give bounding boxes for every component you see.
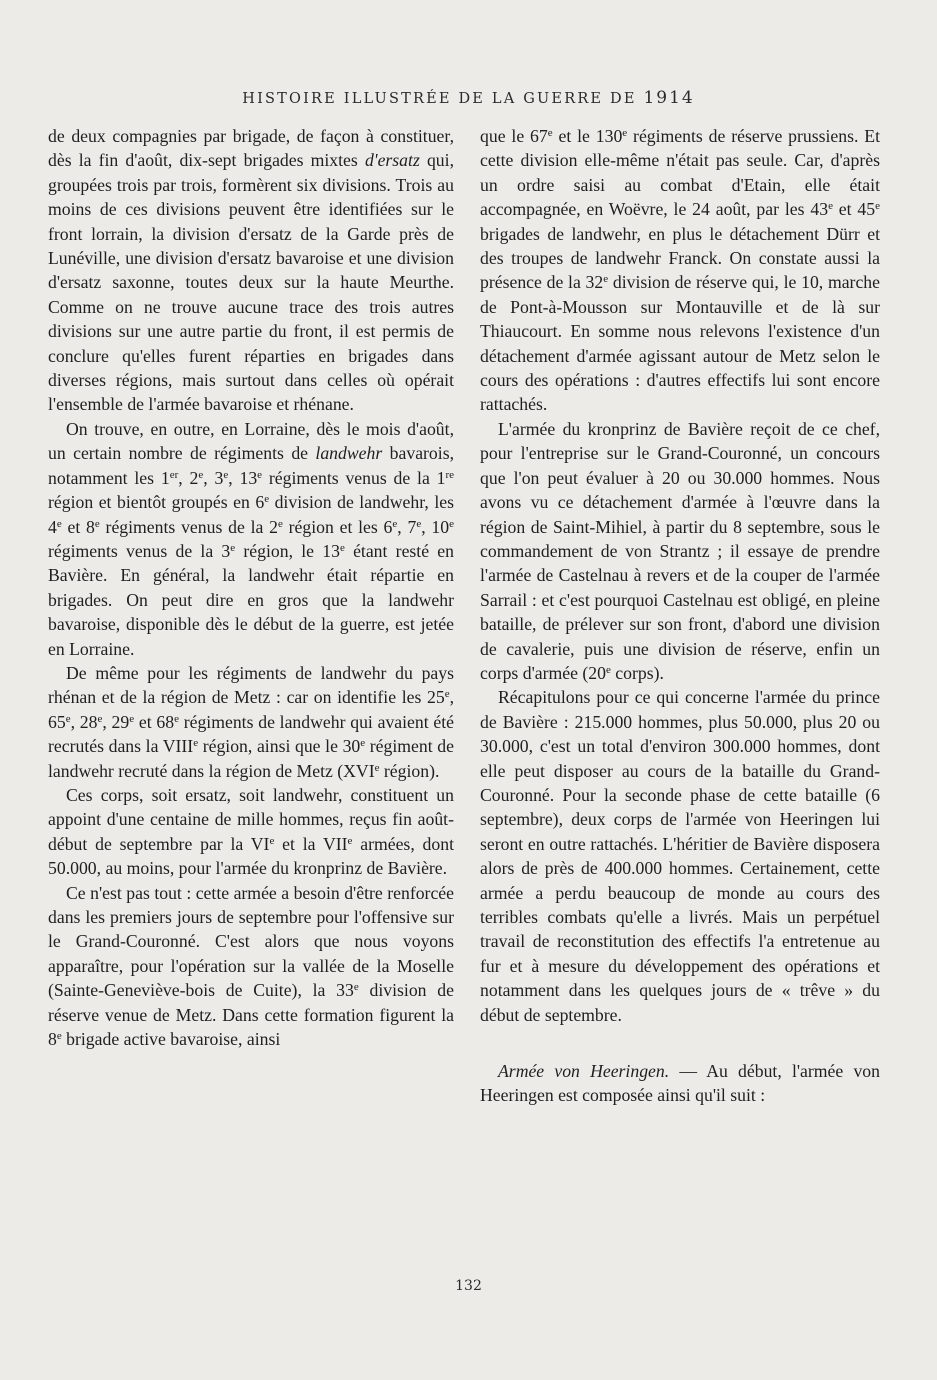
paragraph: de deux compagnies par brigade, de façon à constituer, dès la fin d'août, dix-sept brigades mixtes d'ersatz qui, groupées trois par trois, formèrent six divisions. Trois au moins de ces divisions peuvent être identifiées sur le front lorrain, la division d'ersatz de la Garde près de Lunéville, une division d'ersatz bavaroise et une division d'ersatz saxonne, toutes deux sur la haute Meurthe. Comme on ne trouve aucune trace des trois autres divisions sur une autre partie du front, il est permis de conclure qu'elles furent réparties en brigades dans diverses régions, mais surtout dans celles où opérait l'ensemble de l'armée bavaroise et rhénane. [48,126,454,415]
running-title: HISTOIRE ILLUSTRÉE DE LA GUERRE DE [242,91,637,107]
section-paragraph: Armée von Heeringen. — Au début, l'armée von Heeringen est composée ainsi qu'il suit : [480,1061,880,1106]
paragraph: De même pour les régiments de landwehr du pays rhénan et de la région de Metz : car on identifie les 25e, 65e, 28e, 29e et 68e régiments de landwehr qui avaient été recrutés dans la VIIIe région, ainsi que le 30e régiment de landwehr recruté dans la région de Metz (XVIe région). [48,662,455,781]
section-heading: Armée von Heeringen. [498,1061,670,1082]
paragraph: L'armée du kronprinz de Bavière reçoit de ce chef, pour l'entreprise sur le Grand-Couronné, un concours que l'on peut évaluer à 20 ou 30.000 hommes. Nous avons vu ce détachement d'armée à l'œuvre dans la région de Saint-Mihiel, à partir du 8 septembre, sous le commandement de von Strantz ; il essaye de prendre l'armée de Castelnau à revers et de la couper de l'armée Sarrail : et c'est pourquoi Castelnau est obligé, en pleine bataille, de prélever sur son front, d'abord une division de cavalerie, puis une division de réserve, enfin un corps d'armée (20e corps). [480,418,880,683]
paragraph: On trouve, en outre, en Lorraine, dès le mois d'août, un certain nombre de régiments de landwehr bavarois, notamment les 1er, 2e, 3e, 13e régiments venus de la 1re région et bientôt groupés en 6e division de landwehr, les 4e et 8e régiments venus de la 2e région et les 6e, 7e, 10e régiments venus de la 3e région, le 13e étant resté en Bavière. En général, la landwehr était répartie en brigades. On peut dire en gros que la landwehr bavaroise, disponible dès le début de la guerre, est jetée en Lorraine. [48,418,455,659]
paragraph: Récapitulons pour ce qui concerne l'armée du prince de Bavière : 215.000 hommes, plus 50.000, plus 20 ou 30.000, c'est un total d'environ 300.000 hommes, dont elle peut disposer au cours de la bataille du Grand-Couronné. Pour la seconde phase de cette bataille (6 septembre), deux corps de l'armée von Heeringen lui seront en outre rattachés. L'héritier de Bavière disposera alors de près de 400.000 hommes. Certainement, cette armée a perdu beaucoup de monde au cours des terribles combats qu'elle a livrés. Mais un perpétuel travail de reconstitution des effectifs l'a entretenue au fur et à mesure du développement des opérations et notamment dans les quelques jours de « trêve » du début de septembre. [480,687,880,1025]
paragraph: Ces corps, soit ersatz, soit landwehr, constituent un appoint d'une centaine de mille hommes, reçus fin août-début de septembre par la VIe et la VIIe armées, dont 50.000, au moins, pour l'armée du kronprinz de Bavière. [48,784,454,879]
running-header [0,88,937,108]
paragraph: Ce n'est pas tout : cette armée a besoin d'être renforcée dans les premiers jours de septembre pour l'offensive sur le Grand-Couronné. C'est alors que nous voyons apparaître, pour l'opération sur la vallée de la Moselle (Sainte-Geneviève-bois de Cuite), la 33e division de réserve venue de Metz. Dans cette formation figurent la 8e brigade active bavaroise, ainsi [48,882,454,1050]
left-column [48,124,454,1051]
page-number: 132 [455,1278,482,1294]
right-column [480,124,880,1108]
running-year: 1914 [643,88,695,108]
paragraph: que le 67e et le 130e régiments de réserve prussiens. Et cette division elle-même n'était pas seule. Car, d'après un ordre saisi au combat d'Etain, elle était accompagnée, en Woëvre, le 24 août, par les 43e et 45e brigades de landwehr, en plus le détachement Dürr et des troupes de landwehr Franck. On constate aussi la présence de la 32e division de réserve qui, le 10, marche de Pont-à-Mousson sur Montauville et de là sur Thiaucourt. En somme nous relevons l'existence d'un détachement d'armée agissant autour de Metz selon le cours des opérations : d'autres effectifs lui sont encore rattachés. [480,126,881,415]
